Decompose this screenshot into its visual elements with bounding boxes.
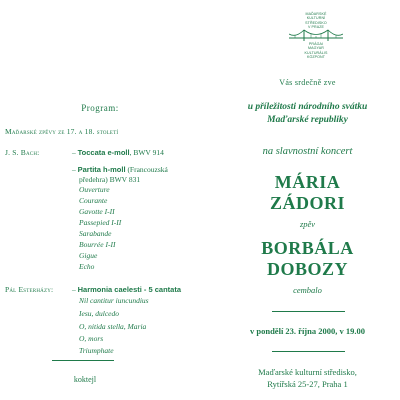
movement: Iesu, dulcedo [79, 309, 119, 318]
work-partita-title: Partita h-moll [77, 165, 126, 174]
work-partita-line2: předehra) BWV 831 [79, 175, 141, 184]
movement: Bourrée I-II [79, 240, 116, 249]
logo-line: KÖZPONT [306, 55, 326, 60]
movement: Gigue [79, 251, 98, 260]
performer2-first-name: BORBÁLA [261, 238, 354, 258]
work-toccata: – Toccata e-moll, BWV 914 [72, 148, 164, 157]
logo-text-top [296, 12, 336, 30]
performer2-last-name: DOBOZY [266, 259, 348, 279]
logo-text-bottom [296, 42, 336, 60]
divider [52, 360, 114, 361]
work-toccata-catalog: , BWV 914 [129, 148, 164, 157]
composer-bach: J. S. Bach: [5, 148, 40, 157]
venue-line-2: Rytířská 25-27, Praha 1 [267, 379, 348, 389]
movement: Passepied I-II [79, 218, 122, 227]
movement: Ouverture [79, 185, 110, 194]
logo-line: V PRAZE [307, 25, 325, 30]
work-toccata-title: Toccata e-moll [77, 148, 130, 157]
divider [272, 311, 345, 312]
work-partita-suffix: (Francouzská [125, 165, 168, 174]
movement: Triumphate [79, 346, 114, 355]
logo-line: MAĎARSKÉ [305, 12, 327, 16]
movement: Sarabande [79, 229, 112, 238]
movement: Nil cantitur iuncundius [79, 296, 149, 305]
bridge-logo-icon [289, 29, 343, 43]
movement: O, nitida stella, Maria [79, 322, 147, 331]
work-partita: – Partita h-moll (Francouzská [72, 165, 168, 174]
venue [215, 366, 400, 390]
logo-line: KULTURÁLIS [304, 50, 328, 55]
performer2-role: cembalo [293, 285, 322, 295]
logo-line: PRÁGAI [308, 42, 324, 46]
movement: Gavotte I-II [79, 207, 115, 216]
concert-title: na slavnostní koncert [262, 146, 353, 157]
occasion-line-2: Maďarské republiky [267, 115, 348, 125]
movement: Courante [79, 196, 108, 205]
movement: O, mors [79, 334, 104, 343]
performer1-last-name: ZÁDORI [269, 193, 345, 213]
composer-esterhazy: Pál Esterházy: [5, 285, 54, 294]
performer1-first-name: MÁRIA [274, 172, 341, 192]
section-title: Maďarské zpěvy ze 17. a 18. století [5, 127, 119, 136]
divider [272, 351, 345, 352]
logo-line: KULTURNÍ [306, 16, 326, 21]
work-harmonia-title: Harmonia caelesti - 5 cantata [77, 285, 182, 294]
logo-line: MAGYAR [308, 46, 324, 51]
invitation-line: Vás srdečně zve [279, 78, 336, 87]
program-heading: Program: [81, 103, 119, 113]
performer1-role: zpěv [299, 219, 316, 229]
logo-line: STŘEDISKO [305, 20, 327, 25]
occasion-line-1: u příležitosti národního svátku [247, 102, 368, 112]
occasion [215, 101, 400, 127]
event-datetime: v pondělí 23. října 2000, v 19.00 [250, 326, 365, 336]
movement: Echo [79, 262, 95, 271]
reception-note: koktejl [73, 375, 97, 384]
venue-line-1: Maďarské kulturní středisko, [258, 367, 357, 377]
work-harmonia: – Harmonia caelesti - 5 cantata [72, 285, 182, 294]
